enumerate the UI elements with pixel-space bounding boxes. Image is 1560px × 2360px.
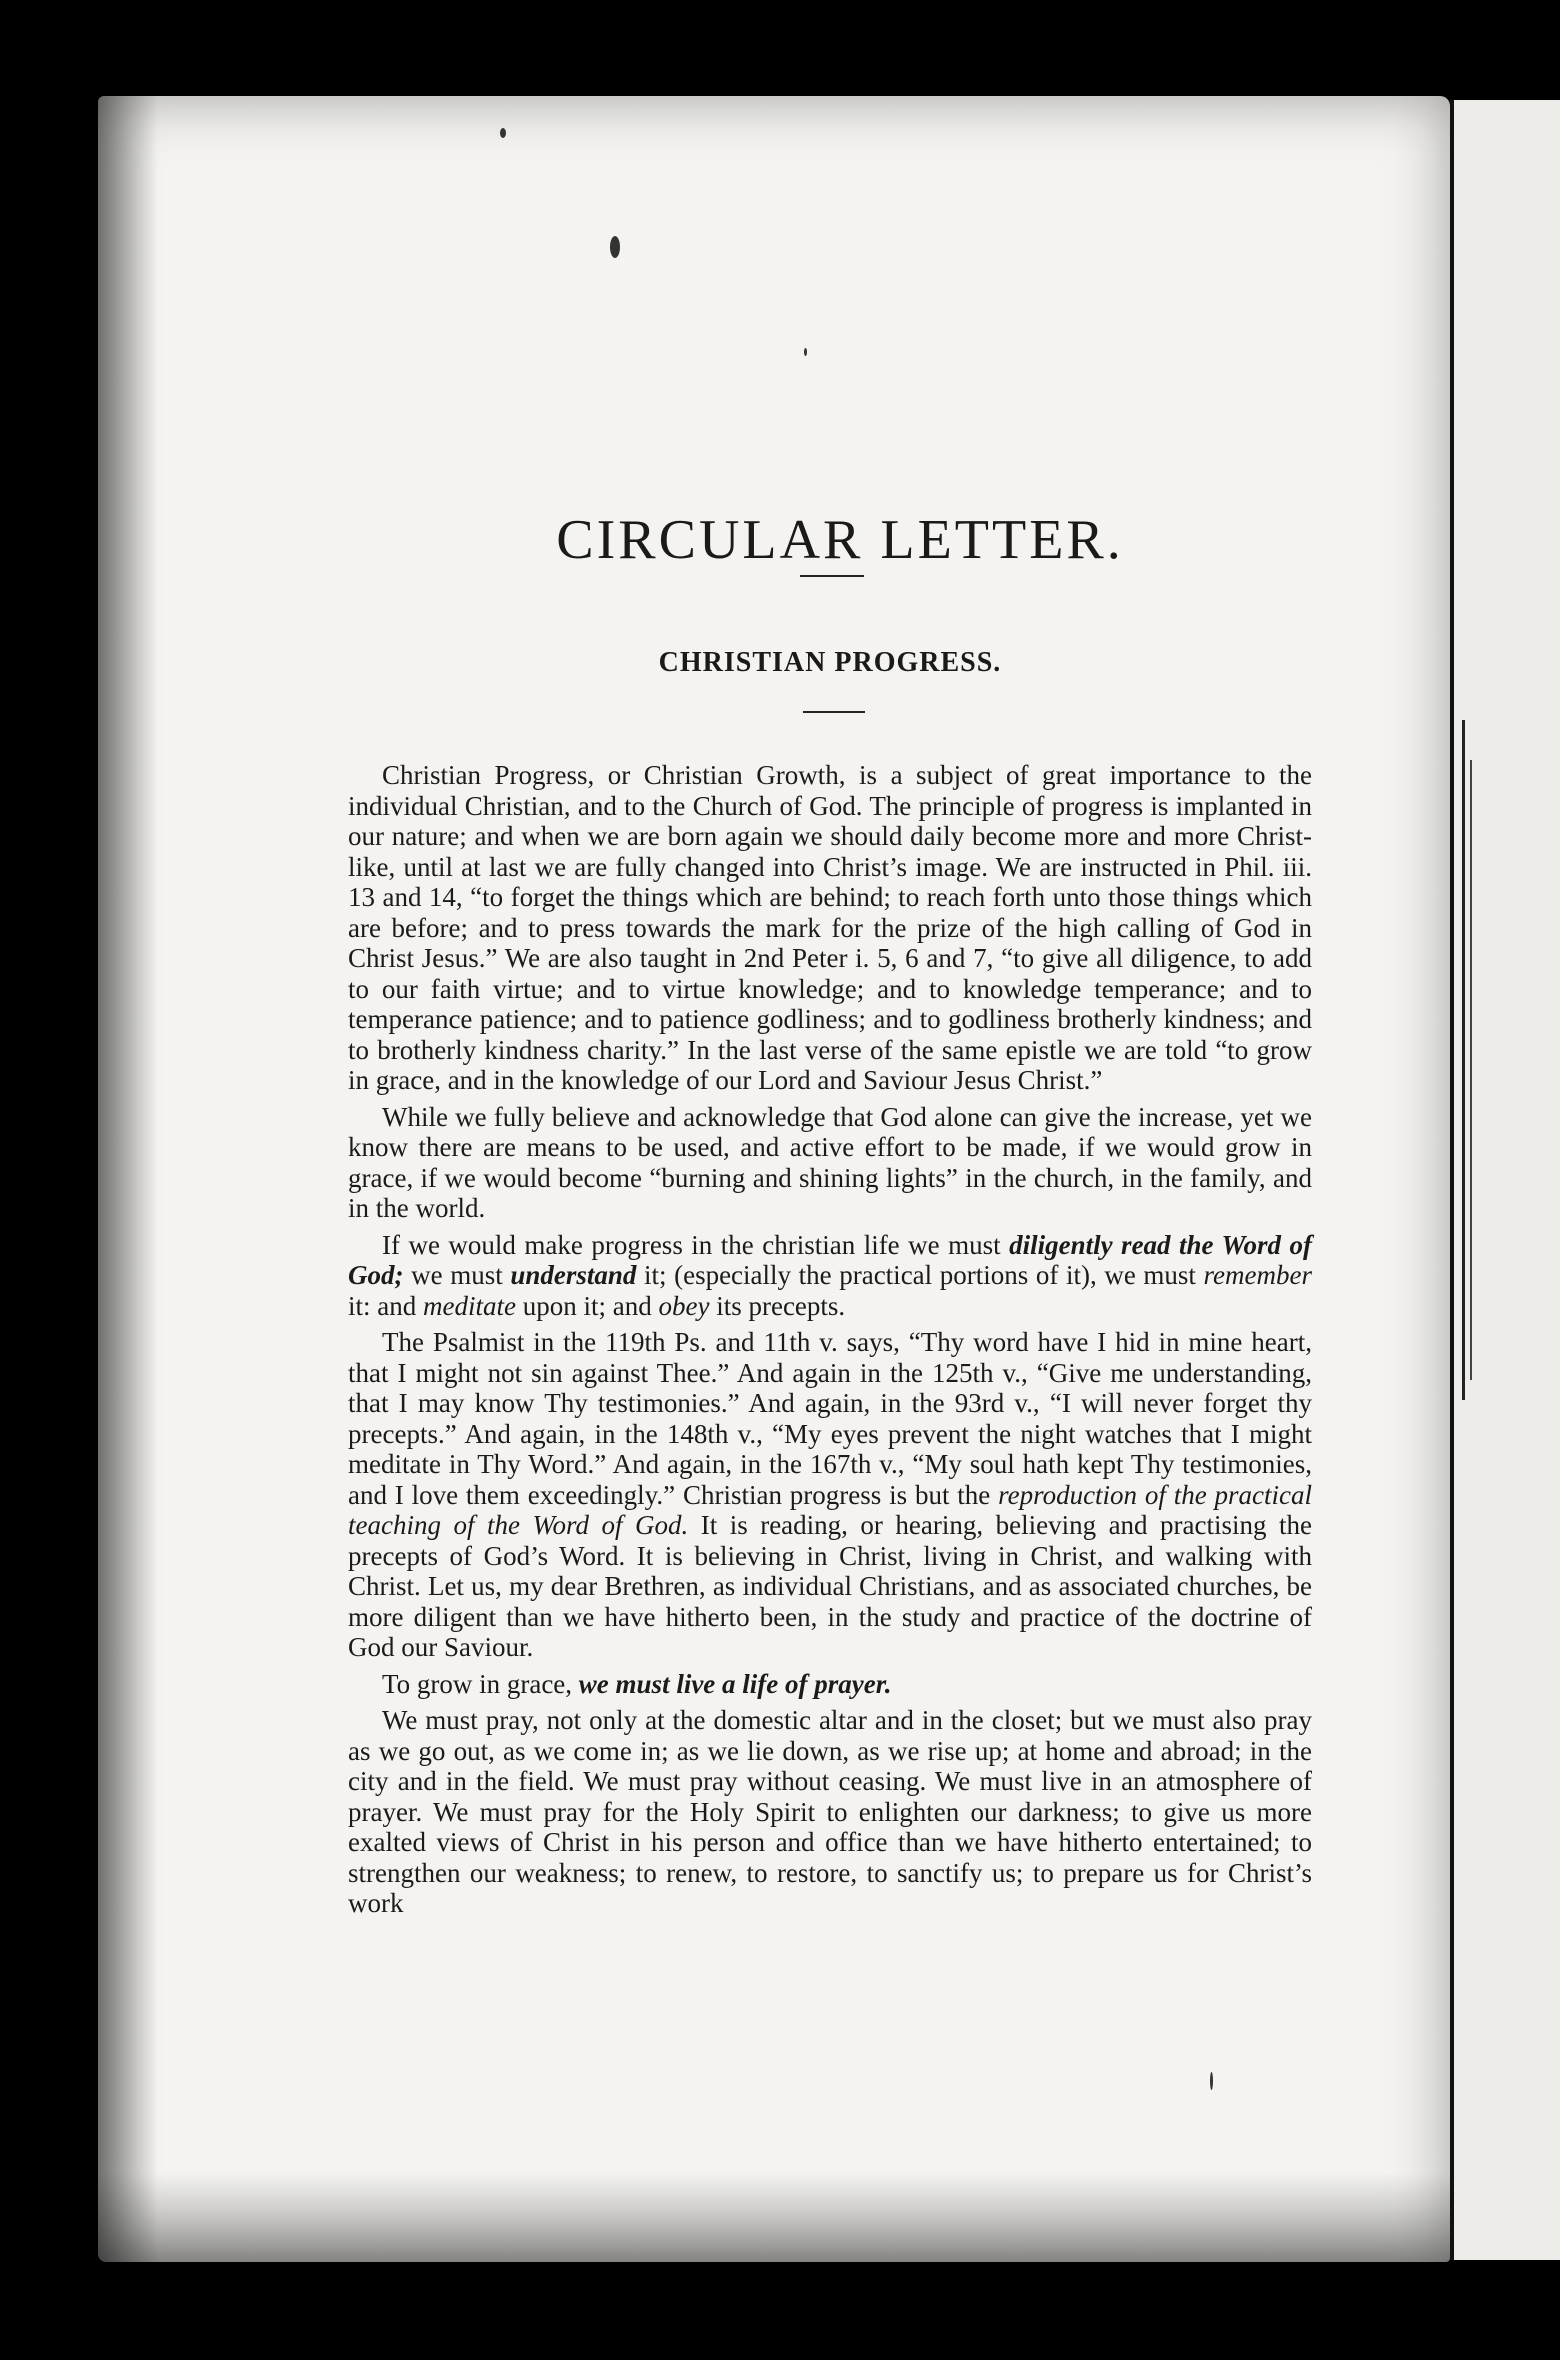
- emphasis-text: diligently read the Word of God;: [348, 1229, 1313, 1290]
- body-text-run: If we would make progress in the christian life we must: [382, 1229, 1010, 1260]
- section-heading: CHRISTIAN PROGRESS.: [658, 647, 1002, 679]
- adjacent-page-edge: [1452, 100, 1560, 2260]
- emphasis-text: obey: [658, 1290, 710, 1321]
- emphasis-text: reproduction of the practical teaching of the Word of God.: [348, 1479, 1312, 1540]
- body-text-run: We must pray, not only at the domestic altar and in the closet; but we must also pray as we go out, as we come in; as we lie down, as we rise up; at home and abroad; in the city and in the field. We must pray without ceasing. We must live in an atmosphere of prayer. We must pray for the Holy Spirit to enlighten our darkness; to give us more exalted views of Christ in his person and office than we have hitherto entertained; to strengthen our weakness; to renew, to restore, to sanctify us; to prepare us for Christ’s work: [348, 1705, 1312, 1918]
- body-paragraph: [348, 1327, 1312, 1663]
- page-title: CIRCULAR LETTER.: [556, 508, 1124, 571]
- body-paragraph: [348, 1102, 1312, 1224]
- body-paragraph: [348, 760, 1312, 1096]
- letter-body: [348, 760, 1312, 1925]
- body-paragraph: [348, 1230, 1312, 1322]
- body-text-run: it: and: [348, 1290, 423, 1321]
- body-paragraph: [348, 1669, 1312, 1700]
- body-text-run: Christian Progress, or Christian Growth, is a subject of great importance to the individual Christian, and to the Church of God. The principle of progress is implanted in our nature; and when we are born again we should daily become more and more Christ-like, until at last we are fully changed into Christ’s image. We are instructed in Phil. iii. 13 and 14, “to forget the things which are behind; to reach forth unto those things which are before; and to press towards the mark for the prize of the high calling of God in Christ Jesus.” We are also taught in 2nd Peter i. 5, 6 and 7, “to give all diligence, to add to our faith virtue; and to virtue knowledge; and to knowledge temperance; and to temperance patience; and to patience godliness; and to godliness brotherly kindness; and to brotherly kindness charity.” In the last verse of the same epistle we are told “to grow in grace, and in the knowledge of our Lord and Saviour Jesus Christ.”: [348, 760, 1312, 1095]
- binding-thread: [1462, 720, 1465, 1400]
- body-text-run: To grow in grace,: [382, 1668, 579, 1699]
- title-divider: [800, 575, 864, 577]
- body-text-run: we must: [403, 1260, 511, 1290]
- body-paragraph: [348, 1705, 1312, 1919]
- ink-speck: [1210, 2072, 1213, 2090]
- ink-speck: [804, 348, 807, 356]
- heading-divider: [803, 711, 865, 713]
- ink-speck: [500, 128, 506, 138]
- emphasis-text: remember: [1203, 1260, 1312, 1290]
- body-text-run: its precepts.: [709, 1290, 846, 1321]
- body-text-run: While we fully believe and acknowledge that God alone can give the increase, yet we know there are means to be used, and active effort to be made, if we would grow in grace, if we would become “burning and shining lights” in the church, in the family, and in the world.: [348, 1101, 1312, 1223]
- body-text-run: upon it; and: [515, 1290, 659, 1321]
- body-text-run: The Psalmist in the 119th Ps. and 11th v. says, “Thy word have I hid in mine heart, that I might not sin against Thee.” And again in the 125th v., “Give me understanding, that I may know Thy testimonies.” And again, in the 93rd v., “I will never forget thy precepts.” And again, in the 148th v., “My eyes prevent the night watches that I might meditate in Thy Word.” And again, in the 167th v., “My soul hath kept Thy testimonies, and I love them exceedingly.” Christian progress is but the: [348, 1327, 1312, 1510]
- ink-speck: [610, 236, 620, 258]
- emphasis-text: meditate: [423, 1290, 516, 1321]
- binding-thread-shadow: [1470, 760, 1472, 1380]
- page-gutter-shadow: [1450, 100, 1454, 2260]
- emphasis-text: we must live a life of prayer.: [578, 1668, 892, 1699]
- body-text-run: it; (especially the practical portions of it), we must: [636, 1260, 1204, 1290]
- body-text-run: It is reading, or hearing, believing and practising the precepts of God’s Word. It is believing in Christ, living in Christ, and walking with Christ. Let us, my dear Brethren, as individual Christians, and as associated churches, be more diligent than we have hitherto been, in the study and practice of the doctrine of God our Saviour.: [348, 1510, 1313, 1662]
- emphasis-text: understand: [510, 1260, 637, 1290]
